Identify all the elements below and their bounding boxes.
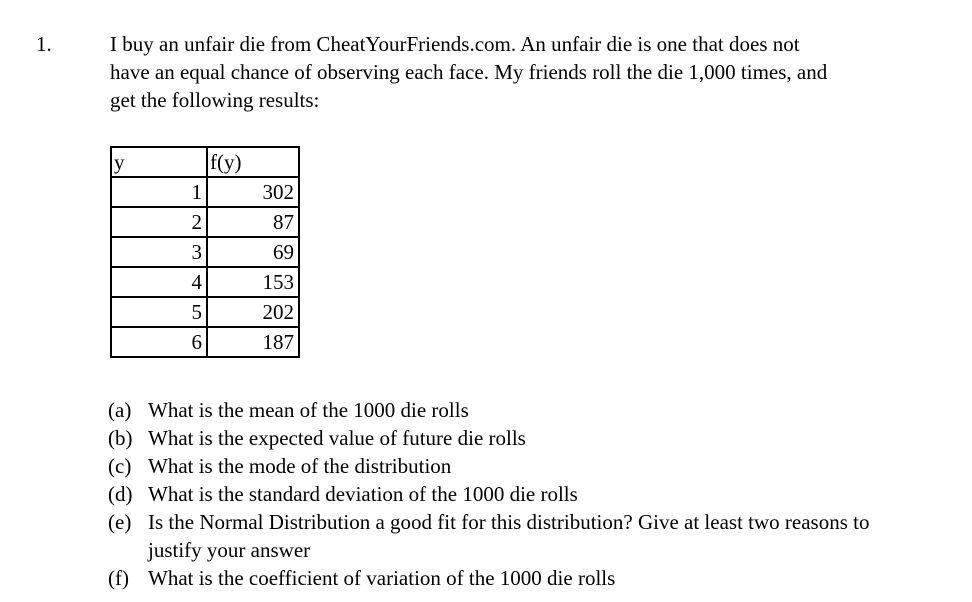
table-cell-y: 3 xyxy=(111,237,207,267)
question-item xyxy=(108,396,898,424)
question-item xyxy=(108,508,898,564)
question-label: (d) xyxy=(108,482,133,506)
table-cell-y: 5 xyxy=(111,297,207,327)
table-row xyxy=(111,207,299,237)
table-cell-y: 2 xyxy=(111,207,207,237)
question-text: What is the coefficient of variation of the 1000 die rolls xyxy=(148,566,616,590)
frequency-table xyxy=(110,146,300,358)
table-cell-fy: 69 xyxy=(207,237,299,267)
question-item xyxy=(108,564,898,592)
question-item xyxy=(108,480,898,508)
table-cell-fy: 202 xyxy=(207,297,299,327)
column-header-y: y xyxy=(111,147,207,177)
problem-number: 1. xyxy=(36,32,52,56)
question-label: (b) xyxy=(108,426,133,450)
table-header-row xyxy=(111,147,299,177)
table-row xyxy=(111,237,299,267)
question-text: What is the mean of the 1000 die rolls xyxy=(148,398,469,422)
table-row xyxy=(111,267,299,297)
question-item xyxy=(108,424,898,452)
question-text: What is the expected value of future die rolls xyxy=(148,426,526,450)
question-label: (c) xyxy=(108,454,132,478)
table-cell-y: 1 xyxy=(111,177,207,207)
table-cell-y: 4 xyxy=(111,267,207,297)
question-text: What is the standard deviation of the 1000 die rolls xyxy=(148,482,578,506)
table-row xyxy=(111,327,299,357)
table-row xyxy=(111,297,299,327)
question-text: Is the Normal Distribution a good fit for this distribution? Give at least two reasons to justify your answer xyxy=(148,510,870,562)
table-cell-fy: 87 xyxy=(207,207,299,237)
table-cell-fy: 187 xyxy=(207,327,299,357)
question-item xyxy=(108,452,898,480)
question-label: (a) xyxy=(108,398,132,422)
question-label: (f) xyxy=(108,566,129,590)
table-cell-fy: 302 xyxy=(207,177,299,207)
question-text: What is the mode of the distribution xyxy=(148,454,452,478)
problem-intro: I buy an unfair die from CheatYourFriends.com. An unfair die is one that does not have an equal chance of observing each face. My friends roll the die 1,000 times, and get the following results: xyxy=(110,32,828,112)
table-row xyxy=(111,177,299,207)
question-list xyxy=(108,396,898,592)
table-cell-y: 6 xyxy=(111,327,207,357)
question-label: (e) xyxy=(108,510,132,534)
column-header-fy: f(y) xyxy=(207,147,299,177)
table-cell-fy: 153 xyxy=(207,267,299,297)
